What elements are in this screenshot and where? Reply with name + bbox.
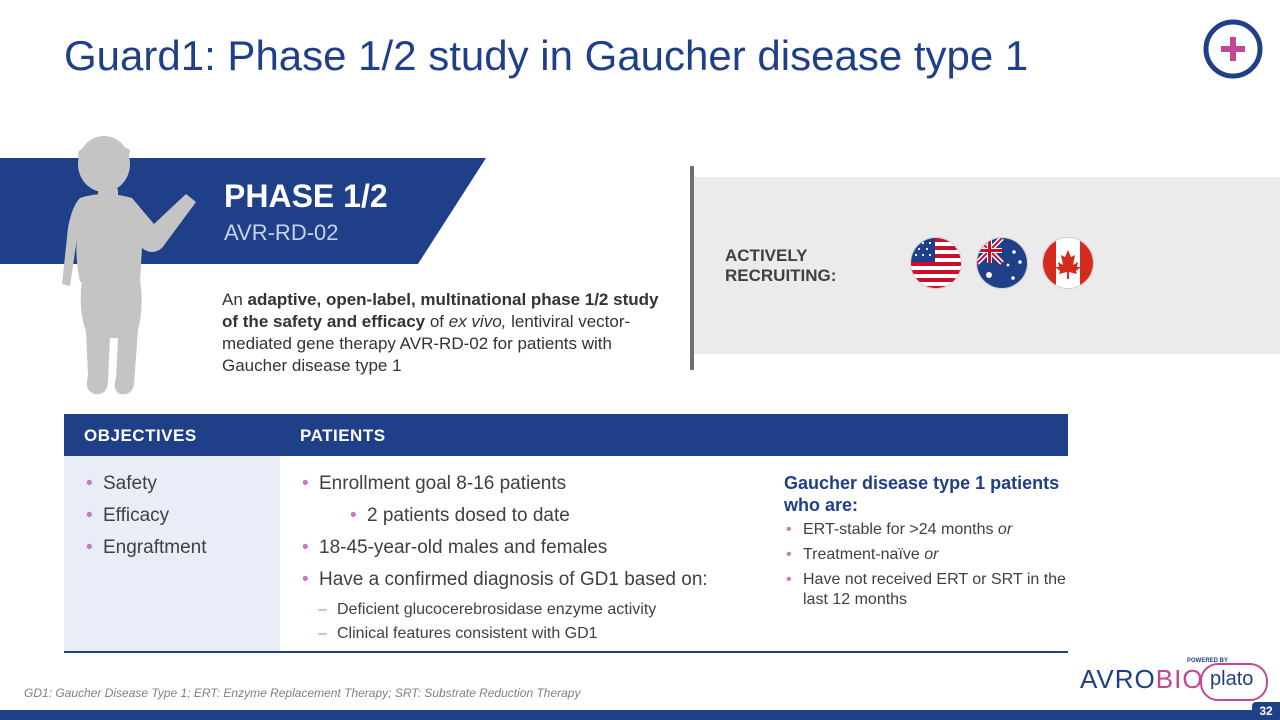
study-description: An adaptive, open-label, multinational phase 1/2 study of the safety and efficacy of ex vivo, lentiviral vector-mediated gene therapy AVR-RD-02 for patients with Gaucher disease type 1 bbox=[222, 290, 659, 375]
list-item: • Enrollment goal 8-16 patients bbox=[302, 468, 708, 500]
page-number: 32 bbox=[1252, 702, 1280, 720]
product-code: AVR-RD-02 bbox=[224, 220, 339, 245]
avrobio-logo: AVROBIO bbox=[1080, 664, 1204, 694]
list-item: • Treatment-naïve or bbox=[786, 545, 1066, 565]
list-item: • 2 patients dosed to date bbox=[350, 500, 708, 532]
objectives-header: OBJECTIVES bbox=[84, 426, 197, 445]
objectives-list bbox=[86, 468, 207, 564]
table-bottom-rule bbox=[64, 651, 1068, 653]
gaucher-criteria-list bbox=[786, 520, 1066, 615]
description-italic: ex vivo, bbox=[448, 312, 507, 331]
footer-bar bbox=[0, 710, 1280, 720]
list-item: – Deficient glucocerebrosidase enzyme activity bbox=[318, 598, 656, 622]
recruiting-label: ACTIVELY RECRUITING: bbox=[725, 246, 837, 285]
australia-flag-icon bbox=[976, 237, 1028, 289]
us-flag-icon bbox=[910, 237, 962, 289]
canada-flag-icon bbox=[1042, 237, 1094, 289]
table-header bbox=[64, 414, 1068, 456]
list-item: • Have not received ERT or SRT in the last 12 months bbox=[786, 570, 1066, 610]
list-item: • Engraftment bbox=[86, 532, 207, 564]
plato-logo: plato bbox=[1210, 668, 1254, 690]
list-item: • Efficacy bbox=[86, 500, 207, 532]
diagnosis-criteria-list bbox=[318, 598, 656, 646]
slide-title: Guard1: Phase 1/2 study in Gaucher disease type 1 bbox=[64, 32, 1029, 79]
patients-header: PATIENTS bbox=[300, 426, 386, 445]
description-bold: adaptive, open-label, multinational phase 1/2 study of the safety and efficacy bbox=[222, 290, 659, 331]
patients-list bbox=[302, 468, 708, 596]
list-item: • ERT-stable for >24 months or bbox=[786, 520, 1066, 540]
powered-by-label: POWERED BY bbox=[1187, 658, 1229, 664]
phase-title: PHASE 1/2 bbox=[224, 178, 388, 214]
plus-circle-icon bbox=[1202, 18, 1264, 80]
footnote: GD1: Gaucher Disease Type 1; ERT: Enzyme Replacement Therapy; SRT: Substrate Reduction Therapy bbox=[24, 686, 581, 700]
gaucher-criteria-heading: Gaucher disease type 1 patients who are: bbox=[784, 473, 1060, 515]
list-item: • Safety bbox=[86, 468, 207, 500]
list-item: • Have a confirmed diagnosis of GD1 based on: bbox=[302, 564, 708, 596]
child-silhouette-icon bbox=[58, 132, 198, 400]
list-item: – Clinical features consistent with GD1 bbox=[318, 622, 656, 646]
list-item: • 18-45-year-old males and females bbox=[302, 532, 708, 564]
